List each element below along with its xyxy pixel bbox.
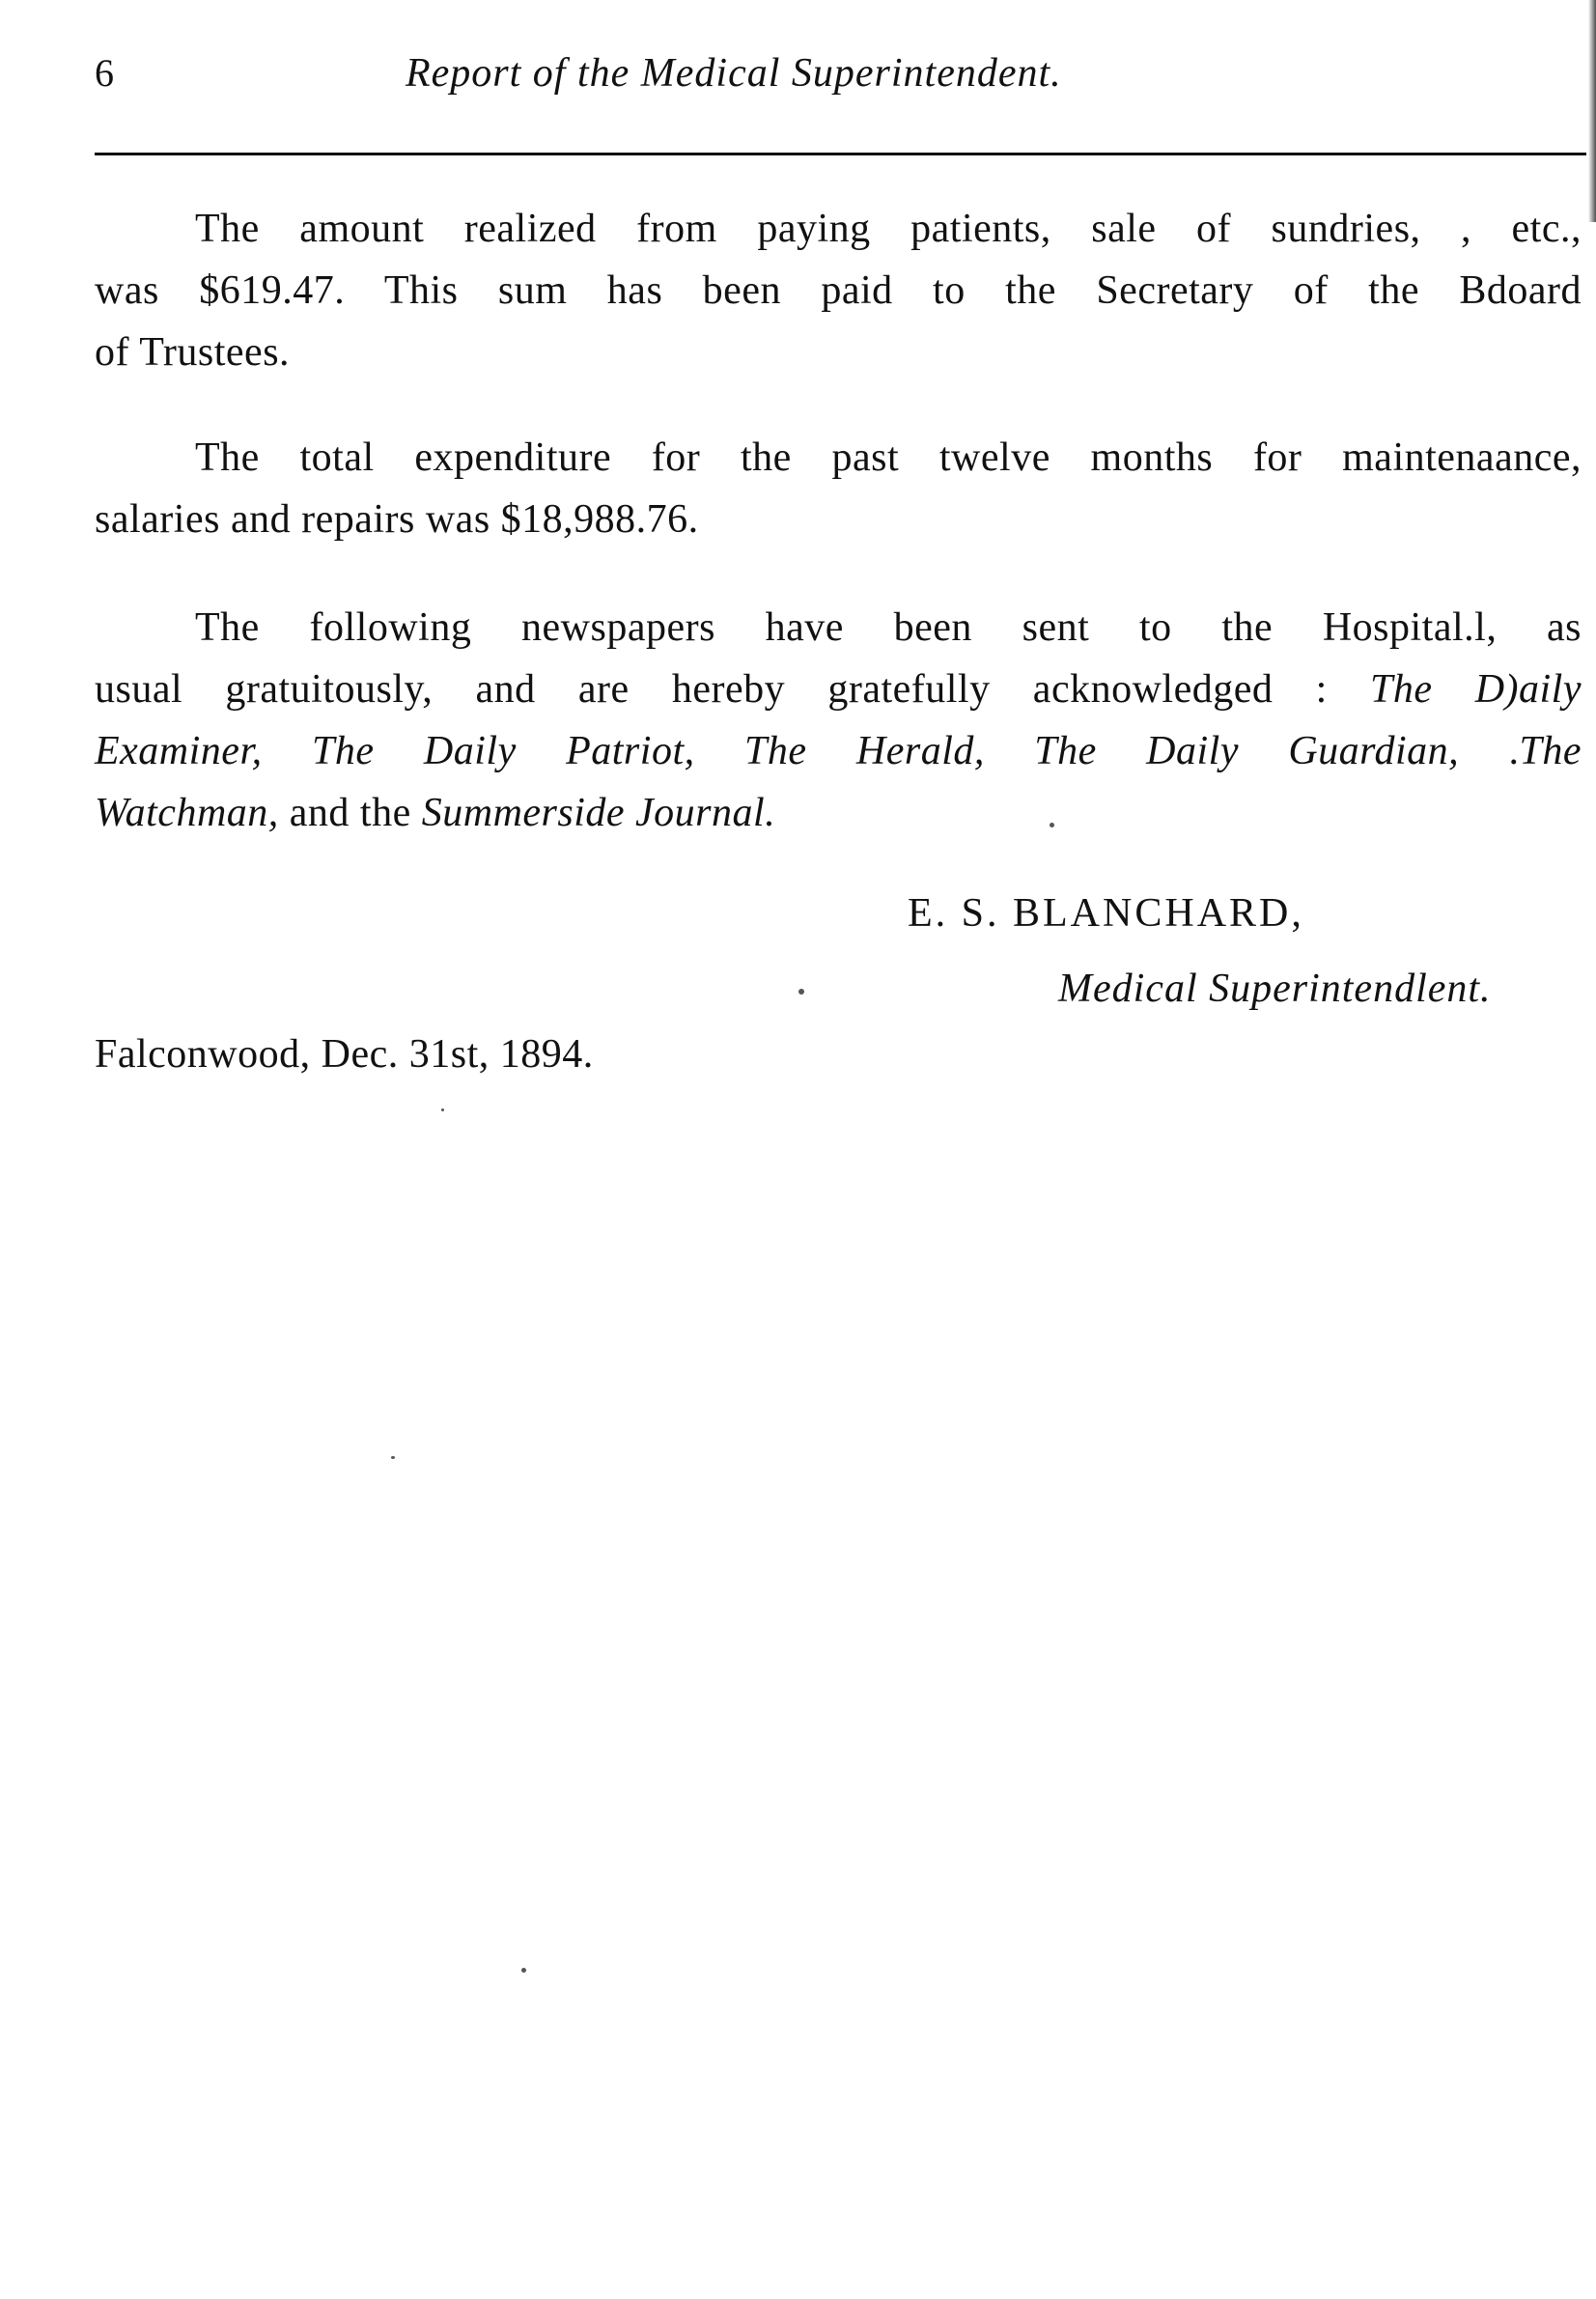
paragraph-line: The amount realized from paying patients, sale of sundries, , etc., bbox=[195, 207, 1582, 251]
paragraph-line: salaries and repairs was $18,988.76. bbox=[95, 497, 699, 542]
scan-speck bbox=[521, 1968, 526, 1973]
paragraph-newspapers bbox=[95, 597, 1582, 844]
newspaper-title: The Herald, bbox=[744, 729, 985, 773]
newspaper-title: Watchman, bbox=[95, 791, 279, 835]
scan-speck bbox=[441, 1108, 444, 1111]
paragraph-line bbox=[95, 782, 1582, 844]
paragraph-line: of Trustees. bbox=[95, 330, 291, 375]
signature-title: Medical Superintendlent. bbox=[1058, 967, 1492, 1011]
signature-name: E. S. BLANCHARD, bbox=[908, 891, 1304, 936]
running-title: Report of the Medical Superintendent. bbox=[406, 51, 1062, 96]
newspaper-title: The D)aily bbox=[1369, 667, 1582, 712]
page-number: 6 bbox=[95, 51, 114, 95]
scan-speck bbox=[391, 1456, 395, 1459]
paragraph-expenditure bbox=[95, 427, 1582, 550]
paragraph-text: usual gratuitously, and are hereby gratefully acknowledged : bbox=[95, 667, 1328, 712]
paragraph-line: The total expenditure for the past twelve months for maintenaance, bbox=[195, 435, 1582, 480]
newspaper-title: Examiner, bbox=[95, 729, 263, 773]
newspaper-title: The Daily Patriot, bbox=[312, 729, 695, 773]
scan-edge bbox=[1588, 0, 1596, 222]
scan-speck bbox=[798, 989, 804, 995]
newspaper-title: The bbox=[1519, 729, 1582, 773]
newspaper-title: Summerside Journal. bbox=[421, 791, 776, 835]
paragraph-line bbox=[95, 659, 1582, 720]
paragraph-receipts bbox=[95, 198, 1582, 383]
paragraph-line bbox=[95, 720, 1582, 782]
place-date: Falconwood, Dec. 31st, 1894. bbox=[95, 1032, 594, 1077]
header-rule bbox=[95, 153, 1586, 155]
scan-speck bbox=[1050, 823, 1054, 827]
paragraph-line: The following newspapers have been sent to the Hospital.l, as bbox=[195, 605, 1582, 650]
newspaper-title: The Daily Guardian, bbox=[1034, 729, 1460, 773]
paragraph-text: and the bbox=[289, 791, 411, 835]
paragraph-text: . bbox=[1508, 729, 1520, 773]
paragraph-line: was $619.47. This sum has been paid to the Secretary of the Bdoard bbox=[95, 268, 1582, 313]
